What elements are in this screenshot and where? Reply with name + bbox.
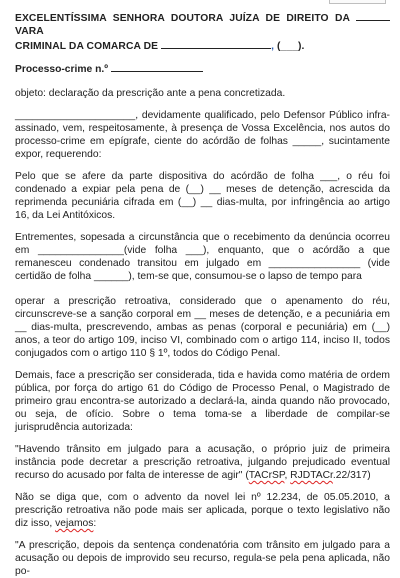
- court-number-blank: [356, 10, 390, 21]
- header-line1-end: VARA: [15, 26, 44, 37]
- jurisprudence-quote-1: [15, 443, 390, 482]
- case-number-label: Processo-crime n.º: [15, 64, 109, 75]
- timeline-paragraph: Entrementes, sopesada a circunstância que o recebimento da denúncia ocorreu em _______________(vide folha ___), enquanto, que o acórdão a que remanesceu condenado transitou em julgado em ________________ (vide certidão de folha ______), tem-se que, consumou-se o lapso de tempo para: [15, 232, 390, 282]
- district-blank: [161, 38, 271, 49]
- public-order-paragraph: Demais, face a prescrição ser considerada, tida e havida como matéria de ordem pública, por força do artigo 61 do Código de Processo Penal, o Magistrado de primeiro grau encontra-se autorizado a declará-la, ainda quando não provocado, ou seja, de ofício. Sobre o tema toma-se a liberdade de compilar-se jurisprudência autorizada:: [15, 370, 390, 433]
- quote1-citation-court: TACrSP: [248, 470, 285, 481]
- quote1-citation-journal: RJDTACr: [290, 470, 333, 481]
- new-law-paragraph: [15, 491, 390, 530]
- document-type-tag: [329, 0, 386, 4]
- document-header: [15, 10, 390, 53]
- quote1-citation-end: .22/317): [332, 470, 371, 481]
- object-line: objeto: declaração da prescrição ante a pena concretizada.: [15, 88, 286, 99]
- header-line2-end: (___).: [277, 41, 305, 52]
- intro-paragraph: _____________________, devidamente qualificado, pelo Defensor Público infra-assinado, vem, respeitosamente, à presença de Vossa Excelência, nos autos do processo-crime em epígrafe, ciente do acórdão de folhas _____, sucintamente expor, requerendo:: [15, 110, 390, 160]
- new-law-text: Não se diga que, com o advento da novel lei nº 12.234, de 05.05.2010, a prescrição retroativa não pode mais ser aplicada, porque o texto legislativo não diz isso,: [15, 492, 390, 529]
- prescription-paragraph: operar a prescrição retroativa, considerado que o apenamento do réu, circunscreve-se a sanção corporal em __ meses de detenção, e a pecuniária em __ dias-multa, prescrevendo, ambas as penas (corporal e pecuniária) em (__) anos, a teor do artigo 109, inciso VI, combinado com o artigo 114, inciso II, todos conjugados com o artigo 110 § 1º, todos do Código Penal.: [15, 296, 390, 359]
- new-law-end: :: [93, 518, 97, 529]
- quote1-text: "Havendo trânsito em julgado para a acusação, o próprio juiz de primeira instância pode decretar a prescrição retroativa, julgando prejudicado eventual recurso do acusado por falta de interesse de agir" (: [15, 444, 390, 481]
- case-number-line: [15, 61, 390, 76]
- document-page: [15, 10, 390, 578]
- jurisprudence-quote-2: "A prescrição, depois da sentença condenatória com trânsito em julgado para a acusação ou depois de improvido seu recurso, regula-se pela pena aplicada, não po-: [15, 540, 390, 577]
- new-law-misspelled-word: vejamos: [55, 518, 94, 529]
- sentence-paragraph: Pelo que se afere da parte dispositiva do acórdão de folha ___, o réu foi condenado a expiar pela pena de (__) __ meses de detenção, acrescida da reprimenda pecuniária cifrada em (__) __ dias-multa, por infringência ao artigo 16, da Lei Antitóxicos.: [15, 171, 390, 221]
- header-line2-start: CRIMINAL DA COMARCA DE: [15, 41, 159, 52]
- case-number-blank: [111, 61, 203, 72]
- header-line1-start: EXCELENTÍSSIMA SENHORA DOUTORA JUÍZA DE DIREITO DA: [15, 13, 350, 24]
- quote1-separator: ,: [284, 470, 291, 481]
- text-cursor: ,: [271, 41, 275, 52]
